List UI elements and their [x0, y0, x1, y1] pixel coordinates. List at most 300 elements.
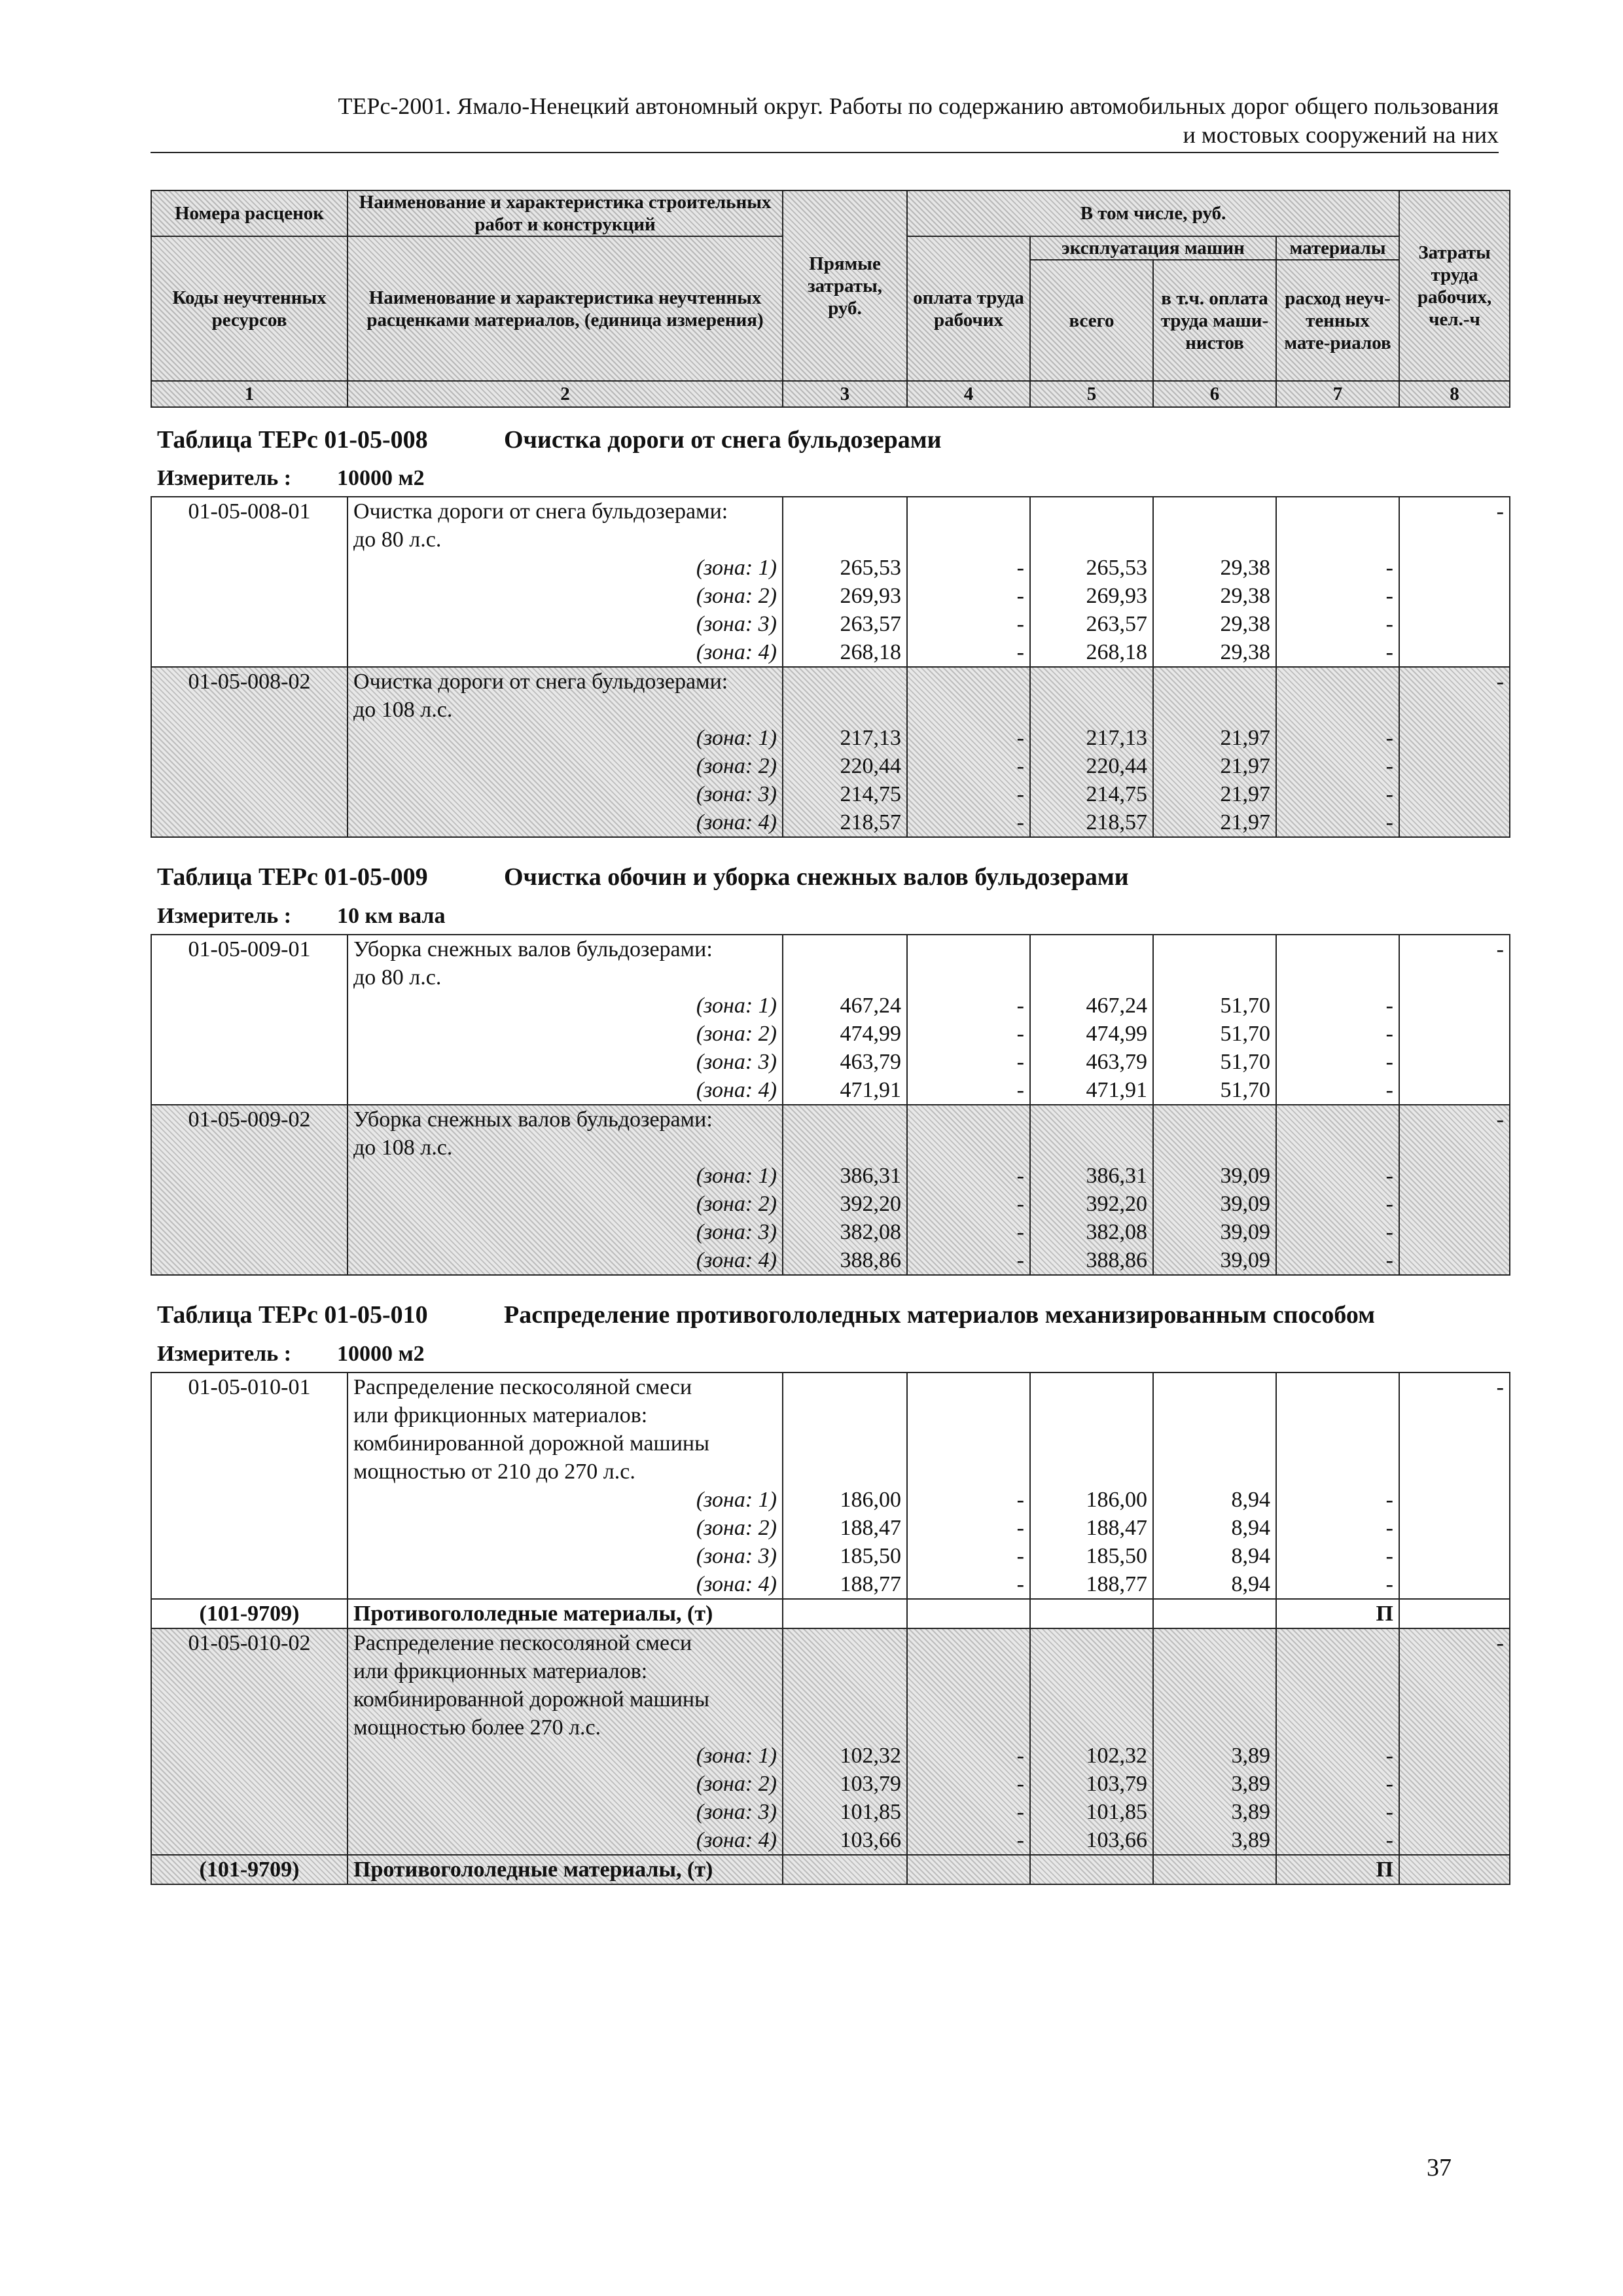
rate-cell [151, 935, 348, 1105]
page-number: 37 [1427, 2154, 1452, 2181]
worker-pay: - [1016, 584, 1024, 608]
material-consumption: - [1385, 1022, 1393, 1046]
machine-total: 188,47 [1086, 1516, 1147, 1540]
material-consumption: - [1385, 1488, 1393, 1512]
direct-cost: 188,47 [840, 1516, 901, 1540]
running-header-line2: и мостовых сооружений на них [1183, 122, 1499, 148]
spacer [1159, 1629, 1270, 1657]
zone-label: (зона: 1) [696, 1164, 777, 1188]
resource-row [151, 1855, 1510, 1884]
spacer [913, 1458, 1024, 1486]
spacer [1282, 1105, 1393, 1134]
empty-cell [1399, 1855, 1510, 1884]
empty-cell [907, 1599, 1030, 1628]
spacer [1036, 497, 1147, 526]
worker-pay: - [1016, 612, 1024, 636]
material-consumption: - [1385, 1572, 1393, 1596]
spacer [789, 668, 901, 696]
zone-label: (зона: 2) [696, 1192, 777, 1216]
worker-pay: - [1016, 1572, 1024, 1596]
direct-cost: 263,57 [840, 612, 901, 636]
spacer [789, 526, 901, 554]
operator-pay: 8,94 [1231, 1572, 1270, 1596]
worker-pay: - [1016, 1022, 1024, 1046]
worker-pay: - [1016, 1744, 1024, 1768]
rate-cell [151, 1105, 348, 1275]
description-cell [348, 1628, 783, 1855]
operator-pay-cell [1153, 1628, 1276, 1855]
operator-pay: 3,89 [1231, 1744, 1270, 1768]
direct-cost-cell [783, 497, 907, 667]
spacer [789, 1685, 901, 1713]
worker-pay: - [1016, 1164, 1024, 1188]
machine-total: 467,24 [1086, 994, 1147, 1018]
resource-row [151, 1599, 1510, 1628]
worker-pay: - [1016, 726, 1024, 750]
worker-pay: - [1016, 754, 1024, 778]
zone-label: (зона: 1) [696, 726, 777, 750]
rate-row [151, 1628, 1510, 1855]
spacer [789, 1458, 901, 1486]
direct-cost: 188,77 [840, 1572, 901, 1596]
machine-total: 265,53 [1086, 556, 1147, 580]
description-line: Уборка снежных валов бульдозерами: [353, 937, 713, 961]
rate-cell [151, 1628, 348, 1855]
worker-pay: - [1016, 556, 1024, 580]
direct-cost: 186,00 [840, 1488, 901, 1512]
machine-total-cell [1030, 497, 1153, 667]
worker-pay-cell [907, 1105, 1030, 1275]
spacer [1159, 1134, 1270, 1162]
col-number: 8 [1399, 381, 1510, 407]
direct-cost: 268,18 [840, 640, 901, 664]
col-number: 1 [151, 381, 348, 407]
operator-pay: 3,89 [1231, 1828, 1270, 1852]
resource-code-cell [151, 1855, 348, 1884]
spacer [1159, 1105, 1270, 1134]
material-consumption: - [1385, 782, 1393, 806]
spacer [913, 1134, 1024, 1162]
spacer [1036, 1105, 1147, 1134]
material-consumption: - [1385, 1544, 1393, 1568]
spacer [789, 935, 901, 963]
zone-label: (зона: 1) [696, 556, 777, 580]
labor-value: - [1496, 937, 1504, 961]
rate-cell [151, 1372, 348, 1599]
zone-label: (зона: 2) [696, 584, 777, 608]
operator-pay: 39,09 [1220, 1164, 1270, 1188]
spacer [789, 1429, 901, 1458]
running-header-line1: ТЕРс-2001. Ямало-Ненецкий автономный округ. Работы по содержанию автомобильных дорог общего пользования [338, 93, 1499, 119]
operator-pay: 29,38 [1220, 556, 1270, 580]
col-number: 2 [348, 381, 783, 407]
machine-total: 218,57 [1086, 810, 1147, 834]
material-consumption-cell [1276, 497, 1399, 667]
rate-code: 01-05-008-02 [188, 670, 311, 694]
machine-total: 463,79 [1086, 1050, 1147, 1074]
spacer [913, 1713, 1024, 1742]
header-operator-pay: в т.ч. оплата труда маши-нистов [1153, 260, 1276, 381]
spacer [913, 1657, 1024, 1685]
operator-pay: 51,70 [1220, 994, 1270, 1018]
zone-label: (зона: 3) [696, 1050, 777, 1074]
material-consumption: - [1385, 726, 1393, 750]
worker-pay: - [1016, 1488, 1024, 1512]
spacer [1036, 1657, 1147, 1685]
table-title [157, 863, 1129, 891]
worker-pay: - [1016, 1050, 1024, 1074]
worker-pay: - [1016, 1516, 1024, 1540]
resource-name: Противогололедные материалы, (т) [353, 1857, 713, 1882]
machine-total: 471,91 [1086, 1078, 1147, 1102]
direct-cost: 214,75 [840, 782, 901, 806]
description-line: до 108 л.с. [353, 1136, 453, 1160]
col-number: 7 [1276, 381, 1399, 407]
operator-pay: 39,09 [1220, 1192, 1270, 1216]
operator-pay: 3,89 [1231, 1772, 1270, 1796]
resource-material-cell [1276, 1855, 1399, 1884]
worker-pay-cell [907, 1372, 1030, 1599]
worker-pay: - [1016, 1248, 1024, 1272]
spacer [1159, 497, 1270, 526]
zone-label: (зона: 4) [696, 640, 777, 664]
zone-label: (зона: 3) [696, 1544, 777, 1568]
material-consumption: - [1385, 612, 1393, 636]
measure-row [157, 466, 425, 491]
measure-label: Измеритель : [157, 466, 292, 490]
spacer [913, 935, 1024, 963]
material-consumption: - [1385, 584, 1393, 608]
table-name: Очистка дороги от снега бульдозерами [504, 426, 942, 454]
description-line: комбинированной дорожной машины [353, 1687, 709, 1712]
worker-pay-cell [907, 935, 1030, 1105]
description-cell [348, 667, 783, 837]
zone-label: (зона: 2) [696, 1516, 777, 1540]
direct-cost: 386,31 [840, 1164, 901, 1188]
description-cell [348, 497, 783, 667]
empty-cell [783, 1855, 907, 1884]
zone-label: (зона: 3) [696, 782, 777, 806]
spacer [1282, 1429, 1393, 1458]
operator-pay-cell [1153, 935, 1276, 1105]
spacer [1282, 935, 1393, 963]
spacer [1282, 668, 1393, 696]
material-consumption-cell [1276, 667, 1399, 837]
worker-pay: - [1016, 1078, 1024, 1102]
zone-label: (зона: 4) [696, 1078, 777, 1102]
description-line: до 108 л.с. [353, 698, 453, 722]
resource-name-cell [348, 1599, 783, 1628]
spacer [789, 1134, 901, 1162]
operator-pay: 21,97 [1220, 754, 1270, 778]
table-title [157, 425, 942, 454]
description-line: или фрикционных материалов: [353, 1403, 648, 1427]
machine-total: 382,08 [1086, 1220, 1147, 1244]
description-line: мощностью от 210 до 270 л.с. [353, 1460, 635, 1484]
spacer [789, 1373, 901, 1401]
operator-pay-cell [1153, 1105, 1276, 1275]
machine-total: 103,66 [1086, 1828, 1147, 1852]
zone-label: (зона: 3) [696, 1220, 777, 1244]
spacer [1282, 1134, 1393, 1162]
description-cell [348, 1372, 783, 1599]
spacer [1036, 935, 1147, 963]
direct-cost-cell [783, 1372, 907, 1599]
material-consumption: - [1385, 810, 1393, 834]
col-number: 3 [783, 381, 907, 407]
worker-pay: - [1016, 1800, 1024, 1824]
header-machines-total: всего [1030, 260, 1153, 381]
col-number: 6 [1153, 381, 1276, 407]
worker-pay: - [1016, 1220, 1024, 1244]
spacer [1282, 1629, 1393, 1657]
spacer [1036, 1373, 1147, 1401]
description-cell [348, 1105, 783, 1275]
worker-pay: - [1016, 1772, 1024, 1796]
spacer [913, 526, 1024, 554]
material-consumption: - [1385, 1800, 1393, 1824]
rate-row [151, 1372, 1510, 1599]
header-rate-numbers: Номера расценок [151, 190, 348, 236]
empty-cell [907, 1855, 1030, 1884]
operator-pay: 39,09 [1220, 1248, 1270, 1272]
resource-code: (101-9709) [199, 1602, 300, 1626]
rate-code: 01-05-009-01 [188, 937, 311, 961]
labor-cell [1399, 935, 1510, 1105]
material-consumption: - [1385, 1772, 1393, 1796]
spacer [789, 1105, 901, 1134]
operator-pay: 8,94 [1231, 1544, 1270, 1568]
zone-label: (зона: 4) [696, 1572, 777, 1596]
description-line: Распределение пескосоляной смеси [353, 1631, 692, 1655]
machine-total: 186,00 [1086, 1488, 1147, 1512]
empty-cell [1153, 1599, 1276, 1628]
spacer [1282, 1458, 1393, 1486]
spacer [1282, 1401, 1393, 1429]
table-label: Таблица ТЕРс 01-05-008 [157, 426, 428, 454]
worker-pay: - [1016, 1192, 1024, 1216]
description-line: Уборка снежных валов бульдозерами: [353, 1107, 713, 1132]
labor-cell [1399, 1628, 1510, 1855]
operator-pay: 51,70 [1220, 1050, 1270, 1074]
operator-pay: 21,97 [1220, 726, 1270, 750]
column-header-table [151, 190, 1510, 408]
empty-cell [1030, 1599, 1153, 1628]
spacer [1282, 1685, 1393, 1713]
header-labor-costs: Затраты труда рабочих, чел.-ч [1399, 190, 1510, 381]
direct-cost: 265,53 [840, 556, 901, 580]
direct-cost-cell [783, 1105, 907, 1275]
operator-pay: 29,38 [1220, 640, 1270, 664]
operator-pay: 39,09 [1220, 1220, 1270, 1244]
direct-cost: 471,91 [840, 1078, 901, 1102]
header-direct-costs: Прямые затраты, руб. [783, 190, 907, 381]
spacer [1036, 963, 1147, 992]
worker-pay: - [1016, 1544, 1024, 1568]
zone-label: (зона: 4) [696, 1828, 777, 1852]
labor-cell [1399, 1105, 1510, 1275]
rate-row [151, 1105, 1510, 1275]
worker-pay: - [1016, 810, 1024, 834]
resource-material: П [1376, 1602, 1393, 1626]
material-consumption-cell [1276, 1105, 1399, 1275]
material-consumption: - [1385, 1220, 1393, 1244]
description-line: Распределение пескосоляной смеси [353, 1375, 692, 1399]
measure-value: 10 км вала [337, 904, 446, 928]
measure-row [157, 904, 446, 929]
spacer [1159, 963, 1270, 992]
zone-label: (зона: 4) [696, 810, 777, 834]
spacer [789, 1629, 901, 1657]
spacer [913, 963, 1024, 992]
direct-cost: 269,93 [840, 584, 901, 608]
material-consumption: - [1385, 1516, 1393, 1540]
rate-code: 01-05-008-01 [188, 499, 311, 524]
rate-row [151, 935, 1510, 1105]
material-consumption: - [1385, 1248, 1393, 1272]
worker-pay-cell [907, 497, 1030, 667]
description-line: мощностью более 270 л.с. [353, 1715, 601, 1740]
operator-pay: 51,70 [1220, 1078, 1270, 1102]
material-consumption-cell [1276, 1372, 1399, 1599]
operator-pay: 29,38 [1220, 584, 1270, 608]
spacer [1282, 963, 1393, 992]
resource-material-cell [1276, 1599, 1399, 1628]
header-in-that: В том числе, руб. [907, 190, 1399, 236]
resource-name-cell [348, 1855, 783, 1884]
spacer [1036, 1629, 1147, 1657]
description-line: Очистка дороги от снега бульдозерами: [353, 670, 728, 694]
direct-cost: 467,24 [840, 994, 901, 1018]
direct-cost: 382,08 [840, 1220, 901, 1244]
spacer [1036, 1458, 1147, 1486]
resource-name: Противогололедные материалы, (т) [353, 1602, 713, 1626]
material-consumption: - [1385, 1744, 1393, 1768]
material-consumption: - [1385, 1828, 1393, 1852]
material-consumption-cell [1276, 1628, 1399, 1855]
direct-cost: 101,85 [840, 1800, 901, 1824]
spacer [1036, 1134, 1147, 1162]
zone-label: (зона: 2) [696, 1772, 777, 1796]
rates-table [151, 934, 1510, 1276]
machine-total: 214,75 [1086, 782, 1147, 806]
direct-cost: 218,57 [840, 810, 901, 834]
machine-total: 269,93 [1086, 584, 1147, 608]
labor-value: - [1496, 1375, 1504, 1399]
direct-cost: 217,13 [840, 726, 901, 750]
table-label: Таблица ТЕРс 01-05-010 [157, 1301, 428, 1329]
table-title [157, 1300, 1376, 1329]
spacer [1282, 526, 1393, 554]
empty-cell [783, 1599, 907, 1628]
description-line: комбинированной дорожной машины [353, 1431, 709, 1456]
direct-cost-cell [783, 935, 907, 1105]
operator-pay: 8,94 [1231, 1516, 1270, 1540]
description-line: Очистка дороги от снега бульдозерами: [353, 499, 728, 524]
spacer [913, 1685, 1024, 1713]
material-consumption: - [1385, 1192, 1393, 1216]
worker-pay-cell [907, 1628, 1030, 1855]
header-material-name: Наименование и характеристика неучтенных расценками материалов, (единица измерения) [348, 236, 783, 381]
table-label: Таблица ТЕРс 01-05-009 [157, 863, 428, 891]
zone-label: (зона: 1) [696, 994, 777, 1018]
zone-label: (зона: 3) [696, 612, 777, 636]
machine-total: 474,99 [1086, 1022, 1147, 1046]
material-consumption: - [1385, 994, 1393, 1018]
worker-pay: - [1016, 782, 1024, 806]
direct-cost: 392,20 [840, 1192, 901, 1216]
machine-total: 268,18 [1086, 640, 1147, 664]
machine-total: 185,50 [1086, 1544, 1147, 1568]
machine-total-cell [1030, 1105, 1153, 1275]
direct-cost: 102,32 [840, 1744, 901, 1768]
rate-cell [151, 497, 348, 667]
zone-label: (зона: 4) [696, 1248, 777, 1272]
spacer [789, 497, 901, 526]
machine-total: 386,31 [1086, 1164, 1147, 1188]
machine-total: 388,86 [1086, 1248, 1147, 1272]
description-line: до 80 л.с. [353, 965, 442, 990]
zone-label: (зона: 2) [696, 754, 777, 778]
rate-cell [151, 667, 348, 837]
rate-code: 01-05-009-02 [188, 1107, 311, 1132]
labor-value: - [1496, 670, 1504, 694]
machine-total: 102,32 [1086, 1744, 1147, 1768]
zone-label: (зона: 3) [696, 1800, 777, 1824]
spacer [913, 1401, 1024, 1429]
spacer [913, 668, 1024, 696]
running-header [151, 92, 1499, 153]
spacer [913, 1429, 1024, 1458]
direct-cost: 185,50 [840, 1544, 901, 1568]
material-consumption: - [1385, 1078, 1393, 1102]
zone-label: (зона: 2) [696, 1022, 777, 1046]
spacer [1036, 668, 1147, 696]
spacer [913, 1105, 1024, 1134]
col-number: 5 [1030, 381, 1153, 407]
spacer [1036, 1685, 1147, 1713]
header-machines: эксплуатация машин [1030, 236, 1276, 260]
rate-row [151, 497, 1510, 667]
measure-value: 10000 м2 [337, 466, 425, 490]
worker-pay: - [1016, 1828, 1024, 1852]
spacer [1282, 497, 1393, 526]
worker-pay: - [1016, 640, 1024, 664]
operator-pay-cell [1153, 667, 1276, 837]
direct-cost: 388,86 [840, 1248, 901, 1272]
rate-code: 01-05-010-02 [188, 1631, 311, 1655]
table-name: Распределение противогололедных материалов механизированным способом [504, 1301, 1376, 1329]
resource-code-cell [151, 1599, 348, 1628]
header-worker-pay: оплата труда рабочих [907, 236, 1030, 381]
material-consumption: - [1385, 556, 1393, 580]
zone-label: (зона: 1) [696, 1744, 777, 1768]
spacer [1036, 696, 1147, 724]
description-line: или фрикционных материалов: [353, 1659, 648, 1683]
direct-cost: 103,66 [840, 1828, 901, 1852]
spacer [1282, 1713, 1393, 1742]
measure-value: 10000 м2 [337, 1342, 425, 1366]
labor-value: - [1496, 499, 1504, 524]
direct-cost: 463,79 [840, 1050, 901, 1074]
spacer [789, 1713, 901, 1742]
direct-cost: 103,79 [840, 1772, 901, 1796]
operator-pay-cell [1153, 497, 1276, 667]
empty-cell [1399, 1599, 1510, 1628]
header-work-name: Наименование и характеристика строительных работ и конструкций [348, 190, 783, 236]
spacer [1282, 1657, 1393, 1685]
operator-pay: 21,97 [1220, 810, 1270, 834]
